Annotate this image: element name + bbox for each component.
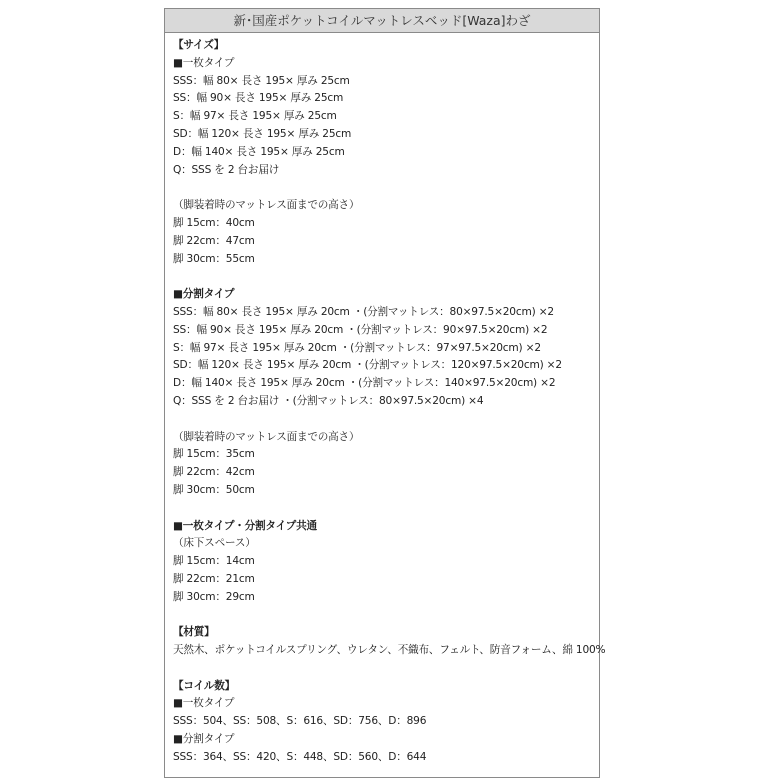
spacer xyxy=(173,607,599,625)
section-heading: 【コイル数】 xyxy=(173,679,236,692)
spec-line: （脚装着時のマットレス面までの高さ） xyxy=(173,430,360,443)
spec-content xyxy=(165,33,606,767)
section-heading: ■一枚タイプ・分割タイプ共通 xyxy=(173,519,317,532)
spec-line: （床下スペース） xyxy=(173,537,256,550)
spec-line: 脚 22cm：42cm xyxy=(173,466,255,479)
spec-table xyxy=(164,8,606,778)
spec-line: ■一枚タイプ xyxy=(173,56,235,69)
spec-line: 脚 30cm：50cm xyxy=(173,483,255,496)
spec-line: （脚装着時のマットレス面までの高さ） xyxy=(173,199,360,212)
spec-line: 脚 22cm：47cm xyxy=(173,234,255,247)
spec-line: SD：幅 120× 長さ 195× 厚み 20cm ・(分割マットレス：120×97.5×20cm) ×2 xyxy=(173,359,562,372)
spacer xyxy=(173,500,599,518)
spacer xyxy=(173,268,599,286)
spec-line: 脚 30cm：55cm xyxy=(173,252,255,265)
section-heading: 【サイズ】 xyxy=(173,39,225,51)
spacer xyxy=(173,660,599,678)
spec-line: SSS：364、SS：420、S：448、SD：560、D：644 xyxy=(173,750,427,763)
spec-line: D：幅 140× 長さ 195× 厚み 25cm xyxy=(173,145,345,158)
spec-line: Q：SSS を 2 台お届け xyxy=(173,163,280,176)
spec-line: SSS：504、SS：508、S：616、SD：756、D：896 xyxy=(173,715,427,728)
spec-line: 脚 22cm：21cm xyxy=(173,572,255,585)
spec-line: SSS：幅 80× 長さ 195× 厚み 25cm xyxy=(173,74,350,87)
spec-line: S：幅 97× 長さ 195× 厚み 20cm ・(分割マットレス：97×97.5×20cm) ×2 xyxy=(173,341,541,354)
section-heading: ■分割タイプ xyxy=(173,288,235,301)
spec-line: 天然木、ポケットコイルスプリング、ウレタン、不織布、フェルト、防音フォーム、綿 100% xyxy=(173,644,606,657)
spec-line: ■分割タイプ xyxy=(173,733,235,746)
spec-line: 脚 15cm：14cm xyxy=(173,555,255,568)
spec-line: Q：SSS を 2 台お届け ・(分割マットレス：80×97.5×20cm) ×4 xyxy=(173,394,484,407)
spec-line: 脚 15cm：40cm xyxy=(173,216,255,229)
spec-line: 脚 30cm：29cm xyxy=(173,590,255,603)
spec-line: SD：幅 120× 長さ 195× 厚み 25cm xyxy=(173,127,352,140)
spacer xyxy=(173,411,599,429)
spec-line: SSS：幅 80× 長さ 195× 厚み 20cm ・(分割マットレス：80×97.5×20cm) ×2 xyxy=(173,305,554,318)
spec-line: 脚 15cm：35cm xyxy=(173,448,255,461)
spec-line: S：幅 97× 長さ 195× 厚み 25cm xyxy=(173,110,337,123)
spec-line: SS：幅 90× 長さ 195× 厚み 25cm xyxy=(173,92,344,105)
spec-line: ■一枚タイプ xyxy=(173,697,235,710)
spacer xyxy=(173,179,599,197)
spec-line: D：幅 140× 長さ 195× 厚み 20cm ・(分割マットレス：140×97.5×20cm) ×2 xyxy=(173,377,556,390)
section-heading: 【材質】 xyxy=(173,626,215,639)
product-title: 新･国産ポケットコイルマットレスベッド[Waza]わざ xyxy=(165,9,599,33)
spec-line: SS：幅 90× 長さ 195× 厚み 20cm ・(分割マットレス：90×97.5×20cm) ×2 xyxy=(173,323,548,336)
